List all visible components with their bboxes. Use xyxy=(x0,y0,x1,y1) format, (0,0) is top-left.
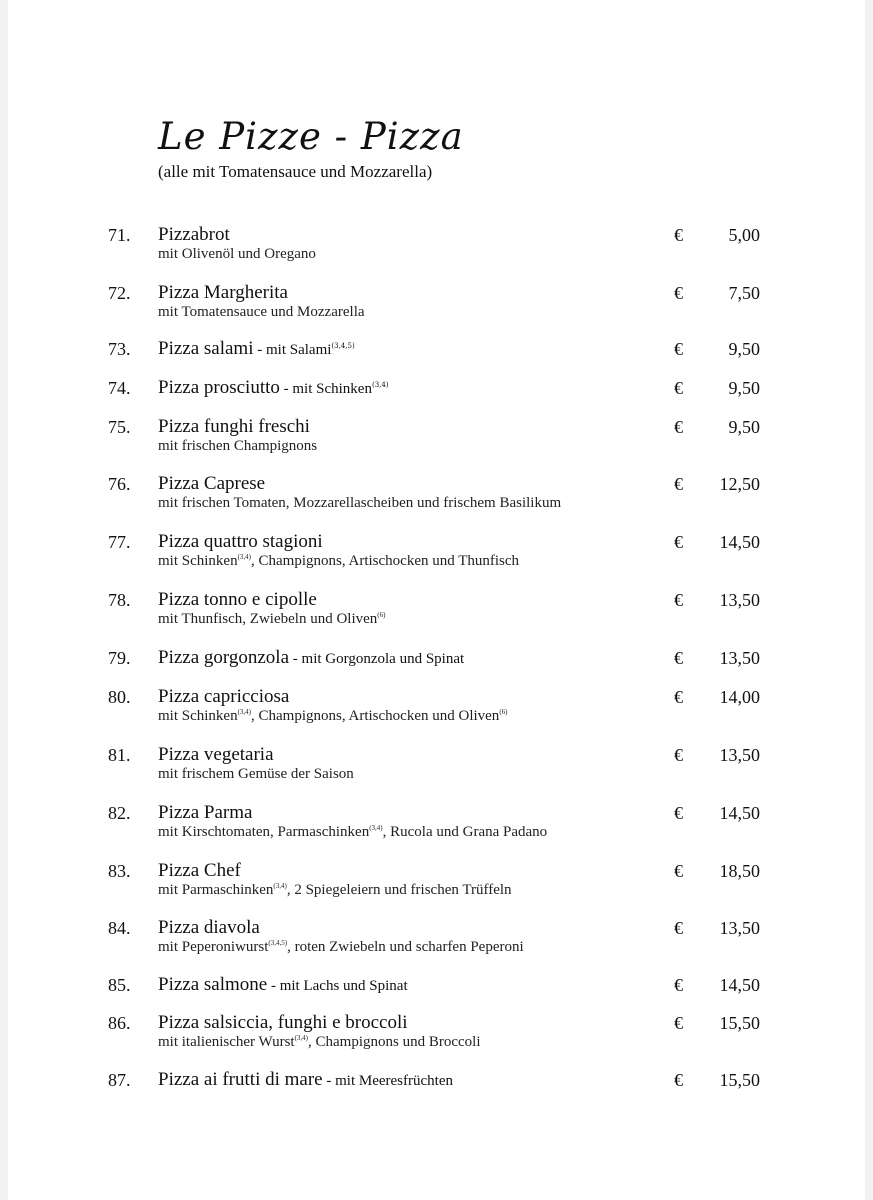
allergen-footnote: (3,4,5) xyxy=(331,342,355,350)
item-description: mit Tomatensauce und Mozzarella xyxy=(158,304,365,320)
euro-symbol: € xyxy=(674,687,683,707)
item-description xyxy=(158,707,507,725)
item-price: 14,50 xyxy=(719,532,760,552)
item-number: 80. xyxy=(108,687,131,707)
item-inline-description: - mit Gorgonzola und Spinat xyxy=(289,651,465,667)
item-name: Pizza ai frutti di mare xyxy=(158,1069,323,1090)
item-name: Pizza Parma xyxy=(158,802,253,823)
euro-symbol: € xyxy=(674,803,683,823)
item-description-text: , Champignons, Artischocken und Oliven xyxy=(251,708,500,724)
item-name: Pizza Chef xyxy=(158,860,241,881)
item-number: 87. xyxy=(108,1070,131,1090)
item-number: 75. xyxy=(108,417,131,437)
item-description-text: mit Peperoniwurst xyxy=(158,939,269,955)
item-name-line xyxy=(158,803,252,823)
item-name-line xyxy=(158,918,260,938)
item-description: mit Olivenöl und Oregano xyxy=(158,246,316,262)
euro-symbol: € xyxy=(674,861,683,881)
euro-symbol: € xyxy=(674,225,683,245)
item-name: Pizza tonno e cipolle xyxy=(158,589,317,610)
item-description xyxy=(158,610,385,628)
allergen-footnote: (6) xyxy=(499,708,508,716)
euro-symbol: € xyxy=(674,378,683,398)
item-price: 18,50 xyxy=(719,861,760,881)
page-subtitle: (alle mit Tomatensauce und Mozzarella) xyxy=(158,162,433,181)
item-name: Pizza gorgonzola xyxy=(158,647,290,668)
allergen-footnote: (3,4) xyxy=(237,708,251,716)
item-number: 72. xyxy=(108,283,131,303)
item-name: Pizza salmone xyxy=(158,974,268,995)
item-description: mit frischem Gemüse der Saison xyxy=(158,766,354,782)
item-name: Pizza prosciutto xyxy=(158,377,280,398)
item-number: 81. xyxy=(108,745,131,765)
euro-symbol: € xyxy=(674,590,683,610)
item-price: 9,50 xyxy=(728,339,760,359)
item-number: 76. xyxy=(108,474,131,494)
item-number: 82. xyxy=(108,803,131,823)
item-price: 5,00 xyxy=(728,225,760,245)
item-number: 79. xyxy=(108,648,131,668)
item-price: 14,50 xyxy=(719,803,760,823)
euro-symbol: € xyxy=(674,745,683,765)
item-description-text: mit Schinken xyxy=(158,553,238,569)
allergen-footnote: (3,4) xyxy=(371,381,389,389)
euro-symbol: € xyxy=(674,283,683,303)
euro-symbol: € xyxy=(674,1013,683,1033)
item-description xyxy=(158,823,547,841)
item-inline-description: - mit Schinken xyxy=(279,381,372,397)
item-name-line xyxy=(158,861,241,881)
item-description-text: mit Schinken xyxy=(158,708,238,724)
item-price: 14,50 xyxy=(719,975,760,995)
item-description-text: , roten Zwiebeln und scharfen Peperoni xyxy=(287,939,524,955)
euro-symbol: € xyxy=(674,417,683,437)
item-name: Pizza funghi freschi xyxy=(158,416,310,437)
item-price: 7,50 xyxy=(728,283,760,303)
item-name: Pizza salsiccia, funghi e broccoli xyxy=(158,1012,408,1033)
item-description-text: mit italienischer Wurst xyxy=(158,1034,295,1050)
item-description: mit frischen Champignons xyxy=(158,438,318,454)
item-description-text: , Champignons, Artischocken und Thunfisch xyxy=(251,553,520,569)
item-name-line xyxy=(158,378,389,399)
item-name: Pizza diavola xyxy=(158,917,260,938)
item-name: Pizza salami xyxy=(158,338,254,359)
item-number: 71. xyxy=(108,225,131,245)
item-price: 13,50 xyxy=(719,590,760,610)
item-description xyxy=(158,938,524,956)
item-name-line xyxy=(158,1013,408,1033)
allergen-footnote: (3,4) xyxy=(369,824,383,832)
item-inline-description: - mit Meeresfrüchten xyxy=(322,1073,453,1089)
item-price: 15,50 xyxy=(719,1070,760,1090)
item-name: Pizza Margherita xyxy=(158,282,288,303)
menu-page xyxy=(8,0,865,1200)
allergen-footnote: (3,4) xyxy=(273,882,287,890)
item-description xyxy=(158,552,519,570)
euro-symbol: € xyxy=(674,339,683,359)
item-name: Pizza quattro stagioni xyxy=(158,531,323,552)
allergen-footnote: (3,4) xyxy=(294,1034,309,1042)
item-number: 83. xyxy=(108,861,131,881)
item-name: Pizza vegetaria xyxy=(158,744,274,765)
euro-symbol: € xyxy=(674,975,683,995)
item-price: 13,50 xyxy=(719,745,760,765)
item-inline-description: - mit Salami xyxy=(253,342,332,358)
euro-symbol: € xyxy=(674,1070,683,1090)
item-description xyxy=(158,881,512,899)
item-number: 73. xyxy=(108,339,131,359)
item-price: 14,00 xyxy=(719,687,760,707)
item-name-line xyxy=(158,648,464,669)
item-name: Pizza Caprese xyxy=(158,473,266,494)
item-name-line xyxy=(158,1070,453,1091)
item-number: 86. xyxy=(108,1013,131,1033)
item-number: 78. xyxy=(108,590,131,610)
item-description-text: , Rucola und Grana Padano xyxy=(382,824,548,840)
item-name-line xyxy=(158,339,355,360)
item-name-line xyxy=(158,532,323,552)
item-price: 12,50 xyxy=(719,474,760,494)
pizza-menu-list xyxy=(8,0,865,1200)
item-price: 15,50 xyxy=(719,1013,760,1033)
item-name-line xyxy=(158,417,310,437)
item-name-line xyxy=(158,687,289,707)
allergen-footnote: (3,4) xyxy=(237,553,251,561)
item-number: 84. xyxy=(108,918,131,938)
item-number: 74. xyxy=(108,378,131,398)
euro-symbol: € xyxy=(674,918,683,938)
item-description-text: mit Parmaschinken xyxy=(158,882,274,898)
item-description-text: , 2 Spiegeleiern und frischen Trüffeln xyxy=(286,882,512,898)
euro-symbol: € xyxy=(674,648,683,668)
item-name: Pizzabrot xyxy=(158,224,230,245)
allergen-footnote: (6) xyxy=(377,611,386,619)
page-title: Le Pizze - Pizza xyxy=(158,115,464,158)
item-price: 9,50 xyxy=(728,417,760,437)
euro-symbol: € xyxy=(674,474,683,494)
item-number: 77. xyxy=(108,532,131,552)
item-description-text: mit Thunfisch, Zwiebeln und Oliven xyxy=(158,611,378,627)
item-price: 13,50 xyxy=(719,918,760,938)
allergen-footnote: (3,4,5) xyxy=(268,939,288,947)
item-name-line xyxy=(158,225,230,245)
item-description xyxy=(158,1033,481,1051)
item-description: mit frischen Tomaten, Mozzarellascheiben und frischem Basilikum xyxy=(158,495,562,511)
item-name: Pizza capricciosa xyxy=(158,686,290,707)
item-inline-description: - mit Lachs und Spinat xyxy=(267,978,408,994)
item-name-line xyxy=(158,975,408,996)
item-name-line xyxy=(158,590,317,610)
item-price: 13,50 xyxy=(719,648,760,668)
item-number: 85. xyxy=(108,975,131,995)
item-name-line xyxy=(158,283,288,303)
item-description-text: , Champignons und Broccoli xyxy=(308,1034,481,1050)
item-description-text: mit Kirschtomaten, Parmaschinken xyxy=(158,824,370,840)
item-price: 9,50 xyxy=(728,378,760,398)
euro-symbol: € xyxy=(674,532,683,552)
item-name-line xyxy=(158,745,274,765)
item-name-line xyxy=(158,474,265,494)
